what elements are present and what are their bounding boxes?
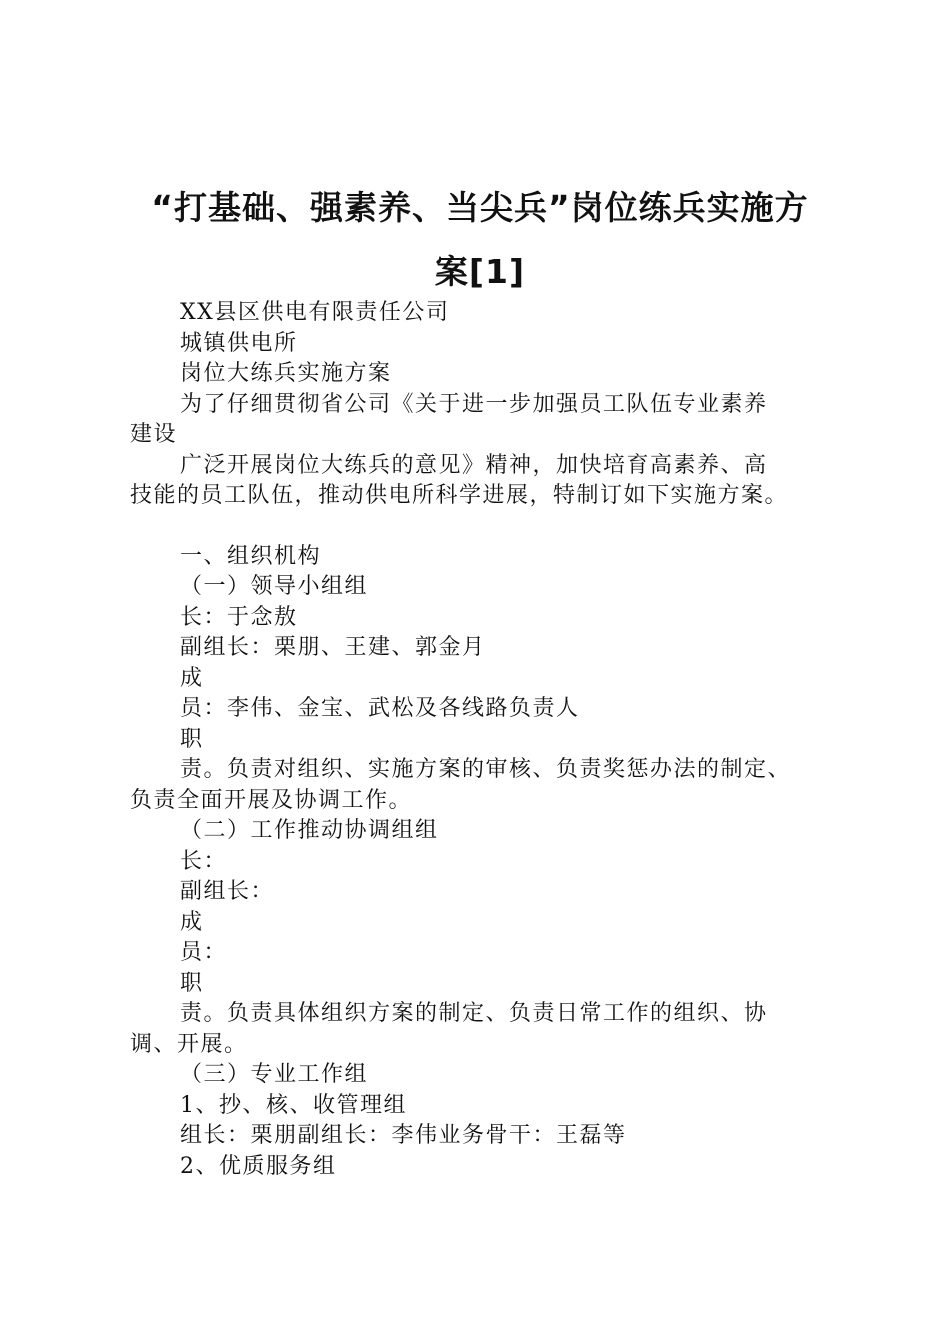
- paragraph-line: 员：: [180, 940, 228, 965]
- paragraph-line: 责。负责具体组织方案的制定、负责日常工作的组织、协: [180, 1001, 768, 1026]
- document-title-line-1: “打基础、强素养、当尖兵”岗位练兵实施方: [151, 188, 809, 227]
- document-title-line-2: 案[1]: [434, 252, 526, 291]
- list-item: 2、优质服务组: [180, 1153, 337, 1179]
- paragraph-line: 负责全面开展及协调工作。: [130, 787, 413, 813]
- paragraph-line: 成: [180, 665, 204, 691]
- document-body: [130, 298, 850, 1182]
- paragraph-line: 为了仔细贯彻省公司《关于进一步加强员工队伍专业素养: [180, 391, 768, 417]
- paragraph-line: 职: [180, 726, 204, 752]
- paragraph-line: 责。负责对组织、实施方案的审核、负责奖惩办法的制定、: [180, 757, 792, 782]
- paragraph-line: 副组长：: [180, 879, 275, 904]
- paragraph-line: 长：: [180, 848, 228, 874]
- paragraph-line: 组长：栗朋副组长：李伟业务骨干：王磊等: [180, 1123, 627, 1148]
- subsection-heading: （二）工作推动协调组组: [180, 818, 439, 843]
- paragraph-line: 职: [180, 970, 204, 996]
- office-name: 城镇供电所: [180, 330, 298, 356]
- paragraph-line: 调、开展。: [130, 1031, 248, 1057]
- paragraph-line: 长：于念敖: [180, 604, 298, 630]
- subsection-heading: （一）领导小组组: [180, 574, 369, 599]
- paragraph-line: 广泛开展岗位大练兵的意见》精神，加快培育高素养、高: [180, 452, 768, 478]
- paragraph-line: 副组长：栗朋、王建、郭金月: [180, 635, 486, 660]
- section-heading: 一、组织机构: [180, 543, 322, 569]
- blank-line: [130, 512, 850, 542]
- paragraph-line: 建设: [130, 422, 178, 447]
- subsection-heading: （三）专业工作组: [180, 1062, 369, 1087]
- paragraph-line: 技能的员工队伍，推动供电所科学进展，特制订如下实施方案。: [130, 483, 789, 508]
- paragraph-line: 成: [180, 909, 204, 935]
- company-name: XX县区供电有限责任公司: [180, 300, 450, 325]
- paragraph-line: 员：李伟、金宝、武松及各线路负责人: [180, 696, 580, 721]
- list-item: 1、抄、核、收管理组: [180, 1092, 407, 1118]
- plan-name: 岗位大练兵实施方案: [180, 361, 392, 386]
